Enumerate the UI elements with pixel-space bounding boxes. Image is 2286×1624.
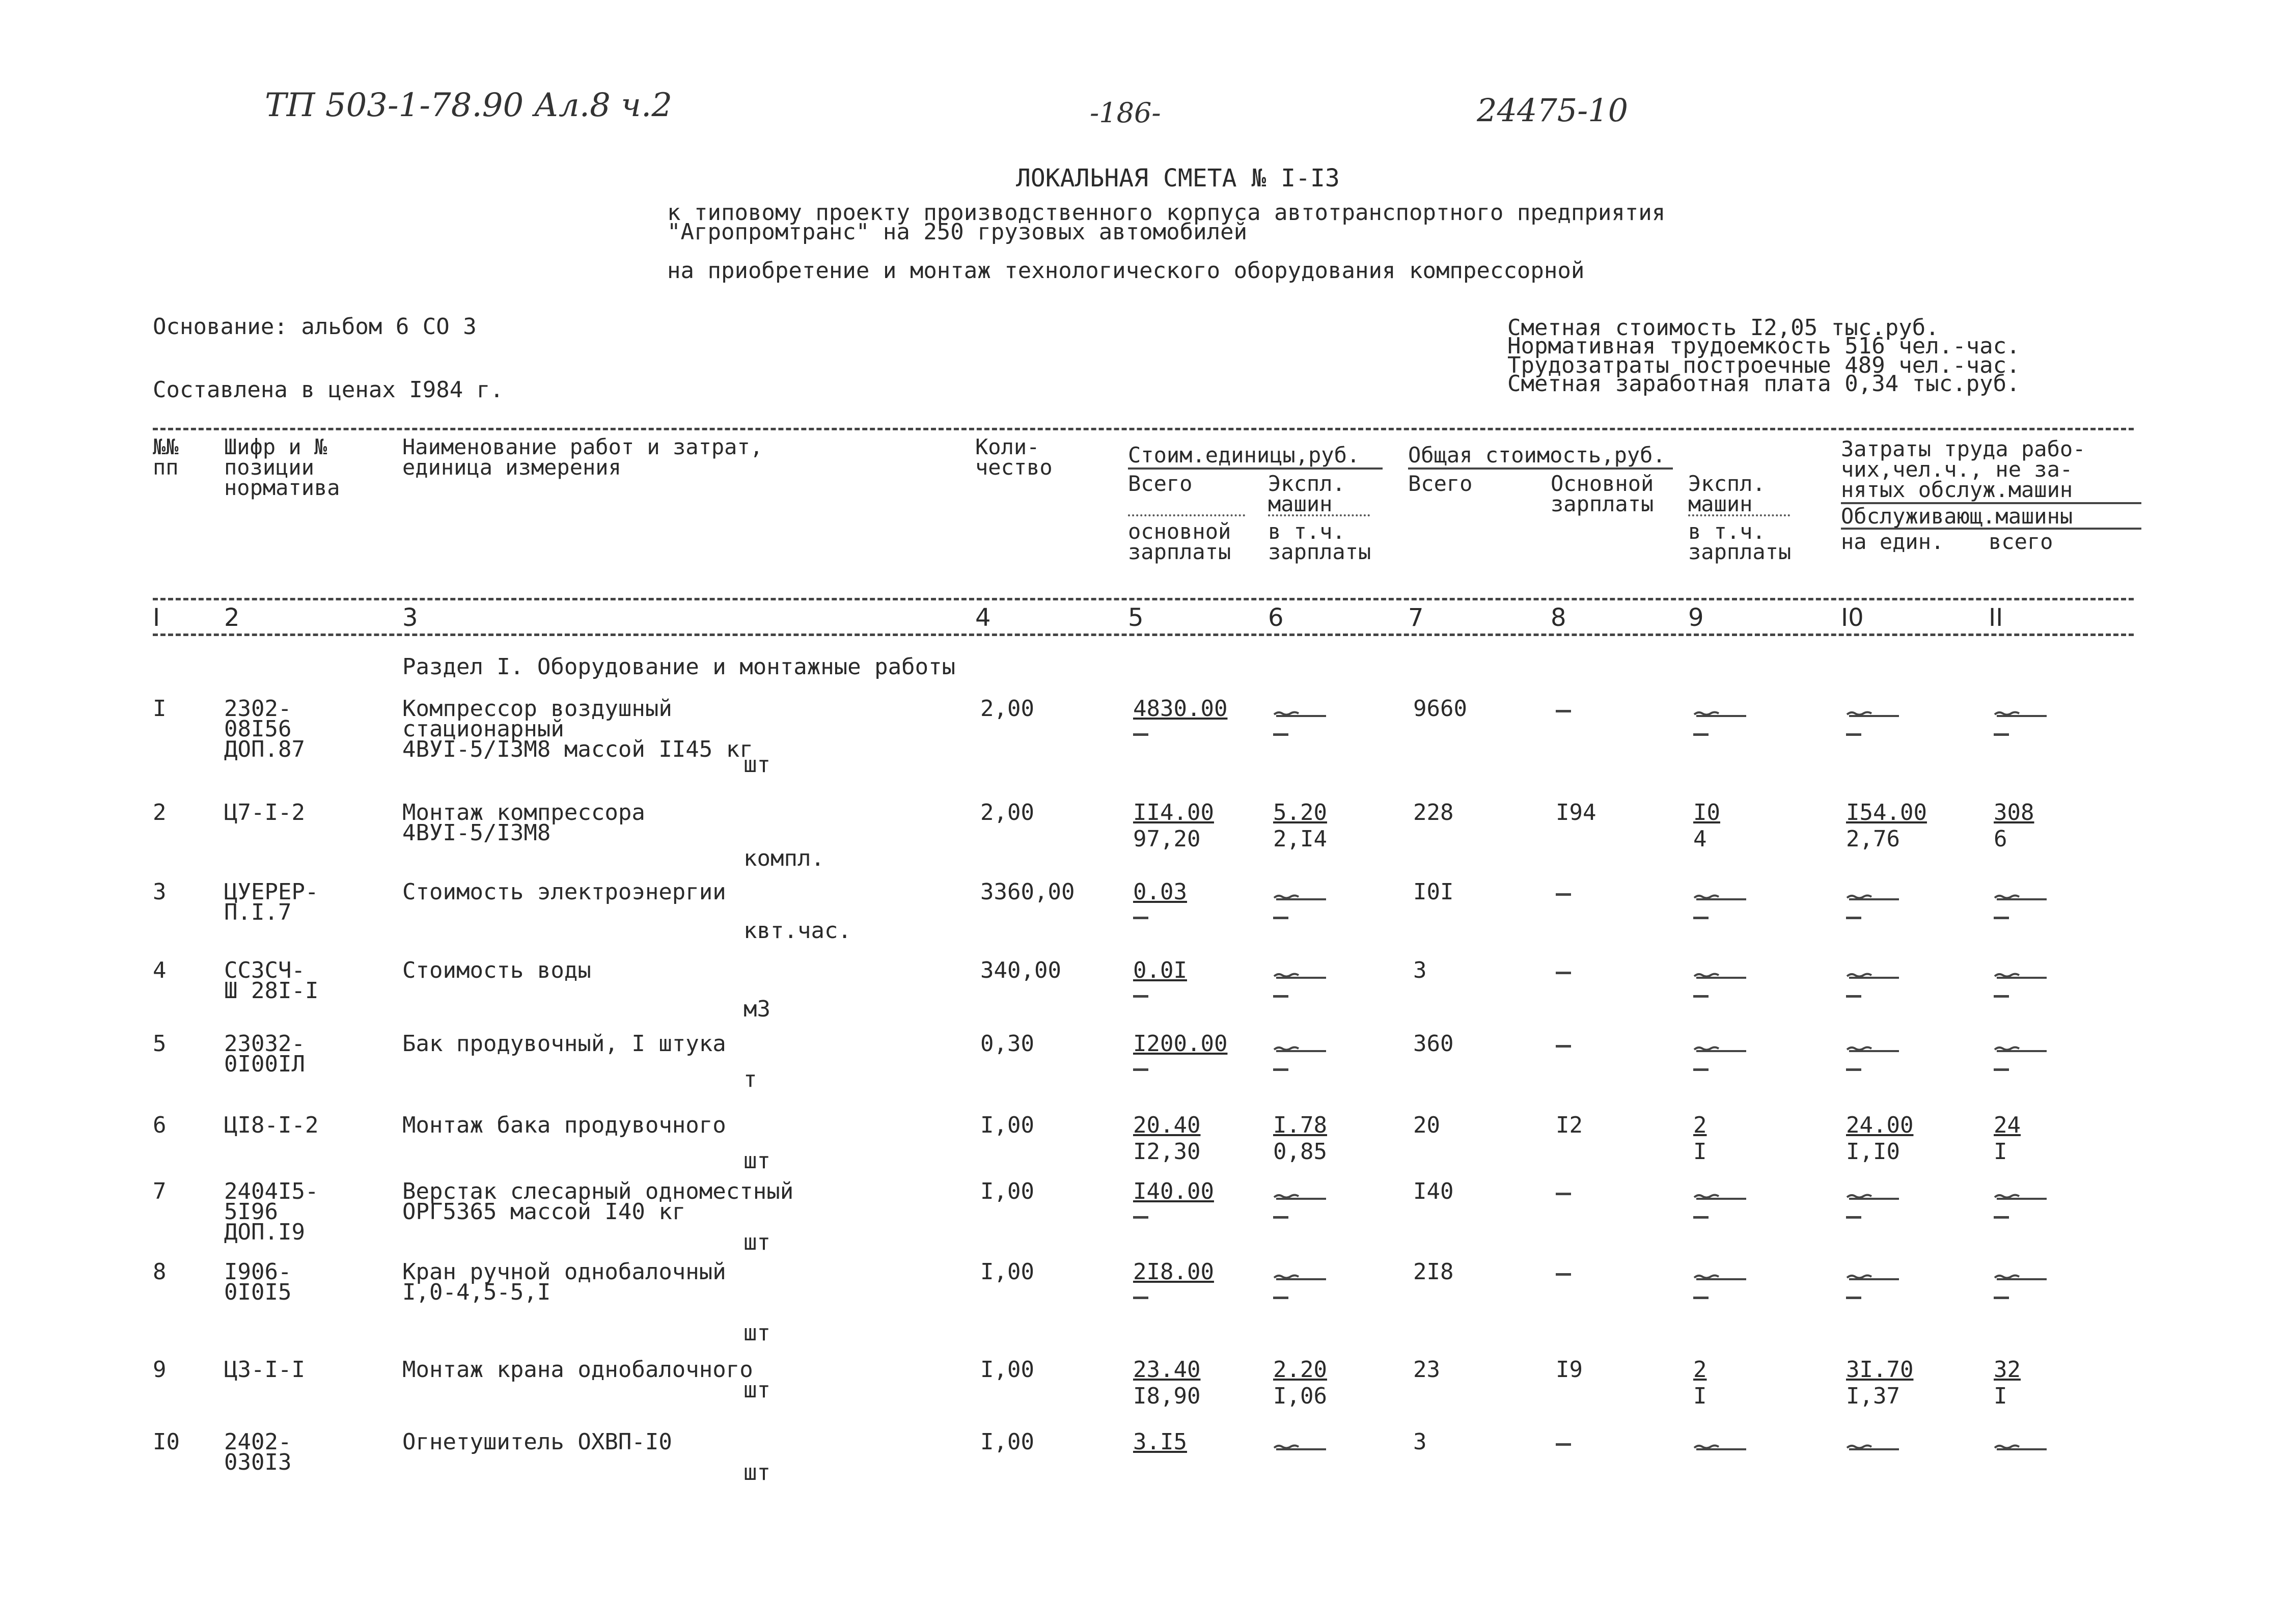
unit-cost-machines-placeholder [1273, 972, 1324, 979]
unit-cost-machines-sub-dash [1273, 1068, 1288, 1071]
labor-per-unit-placeholder [1846, 1443, 1897, 1450]
unit-of-measure: т [743, 1066, 757, 1092]
col-header-name: Наименование работ и затрат, единица измерения [402, 434, 763, 480]
wages-dash [1556, 710, 1571, 712]
row-number: 7 [153, 1178, 167, 1204]
column-numbers-rule [153, 634, 2134, 636]
position-code: Ц3-I-I [224, 1357, 305, 1383]
labor-total: 308 [1994, 800, 2034, 825]
unit-cost-rule [1128, 467, 1383, 470]
machine-cost-sub-dash [1693, 1068, 1709, 1071]
labor-total-placeholder [1994, 1193, 2045, 1200]
subtitle-line-3: на приобретение и монтаж технологического оборудования компрессорной [667, 258, 1585, 284]
row-number: 4 [153, 957, 167, 983]
header-top-rule [153, 428, 2134, 430]
unit-cost-machines-placeholder [1273, 1273, 1324, 1280]
unit-cost-total-sub-dash [1133, 1068, 1148, 1071]
total-cost: 3 [1413, 957, 1427, 983]
wages-dash [1556, 1193, 1571, 1195]
work-name: Кран ручной однобалочный I,0-4,5-5,I [402, 1259, 726, 1305]
col-header-quantity: Коли- чество [975, 434, 1053, 480]
unit-cost-total: I200.00 [1133, 1031, 1228, 1057]
unit-of-measure: шт [743, 1148, 770, 1174]
labor-total-sub: I [1994, 1139, 2007, 1165]
col6-divider [1268, 514, 1370, 516]
column-number: 9 [1688, 603, 1704, 632]
labor-total-sub-dash [1994, 1216, 2009, 1219]
unit-of-measure: шт [743, 1377, 770, 1403]
labor-per-unit-sub: I,I0 [1846, 1139, 1900, 1165]
unit-cost-total: 3.I5 [1133, 1429, 1187, 1455]
labor-total: 24 [1994, 1112, 2021, 1138]
machine-cost-placeholder [1693, 1193, 1744, 1200]
unit-cost-total: 0.03 [1133, 879, 1187, 905]
quantity: 2,00 [980, 800, 1034, 825]
quantity: I,00 [980, 1178, 1034, 1204]
row-number: 2 [153, 800, 167, 825]
labor-per-unit-placeholder [1846, 1193, 1897, 1200]
col-header-8: Основной зарплаты [1551, 471, 1654, 516]
column-number: II [1989, 603, 2003, 632]
quantity: 340,00 [980, 957, 1061, 983]
unit-cost-machines-sub-dash [1273, 1216, 1288, 1219]
col-header-6-bottom: в т.ч. зарплаты [1268, 519, 1371, 564]
unit-cost-total-sub-dash [1133, 995, 1148, 998]
col-header-code: Шифр и № позиции норматива [224, 434, 340, 500]
inventory-number: 24475-10 [1477, 92, 1629, 129]
machine-cost: 2 [1693, 1112, 1707, 1138]
labor-per-unit-sub-dash [1846, 733, 1861, 736]
col-header-9-bottom: в т.ч. зарплаты [1688, 519, 1792, 564]
unit-cost-machines-sub: I,06 [1273, 1383, 1327, 1409]
machine-cost: I0 [1693, 800, 1720, 825]
position-code: 2402- 030I3 [224, 1429, 292, 1475]
position-code: 2302- 08I56 ДОП.87 [224, 696, 305, 762]
total-cost: 20 [1413, 1112, 1440, 1138]
unit-cost-machines: 5.20 [1273, 800, 1327, 825]
unit-cost-total-sub-dash [1133, 917, 1148, 919]
quantity: I,00 [980, 1259, 1034, 1285]
subtitle-line-1: к типовому проекту производственного корпуса автотранспортного предприятия [667, 200, 1666, 226]
machine-cost-placeholder [1693, 972, 1744, 979]
labor-total-sub: I [1994, 1383, 2007, 1409]
unit-cost-machines-sub: 0,85 [1273, 1139, 1327, 1165]
machine-cost-placeholder [1693, 1045, 1744, 1052]
unit-cost-total: 0.0I [1133, 957, 1187, 983]
position-code: ЦI8-I-2 [224, 1112, 319, 1138]
labor-total-placeholder [1994, 1443, 2045, 1450]
machine-cost-placeholder [1693, 710, 1744, 717]
column-number: 6 [1268, 603, 1284, 632]
unit-cost-machines-placeholder [1273, 1193, 1324, 1200]
work-name: Огнетушитель ОХВП-I0 [402, 1429, 672, 1455]
column-number: 8 [1551, 603, 1566, 632]
labor-per-unit-sub-dash [1846, 1297, 1861, 1299]
machine-cost-sub: 4 [1693, 826, 1707, 852]
row-number: I0 [153, 1429, 180, 1455]
work-name: Монтаж бака продувочного [402, 1112, 726, 1138]
page-number: -186- [1090, 97, 1161, 129]
wages-dash [1556, 1443, 1571, 1446]
col-group-total-cost: Общая стоимость,руб. [1408, 443, 1666, 467]
col-header-5-bottom: основной зарплаты [1128, 519, 1231, 564]
machine-cost-placeholder [1693, 1443, 1744, 1450]
labor-total-sub-dash [1994, 917, 2009, 919]
labor-per-unit: I54.00 [1846, 800, 1927, 825]
unit-cost-total-sub-dash [1133, 1297, 1148, 1299]
quantity: 0,30 [980, 1031, 1034, 1057]
wages-dash [1556, 972, 1571, 974]
unit-cost-total-sub-dash [1133, 1216, 1148, 1219]
column-number: 7 [1408, 603, 1424, 632]
position-code: ССЗСЧ- Ш 28I-I [224, 957, 319, 1004]
column-number: I0 [1841, 603, 1864, 632]
unit-cost-machines: I.78 [1273, 1112, 1327, 1138]
row-number: 9 [153, 1357, 167, 1383]
total-cost: 9660 [1413, 696, 1467, 722]
machine-cost-sub-dash [1693, 995, 1709, 998]
unit-of-measure: шт [743, 752, 770, 778]
column-number: 3 [402, 603, 418, 632]
machine-cost: 2 [1693, 1357, 1707, 1383]
labor-total: 32 [1994, 1357, 2021, 1383]
document-title: ЛОКАЛЬНАЯ СМЕТА № I-I3 [1016, 164, 1340, 192]
quantity: I,00 [980, 1429, 1034, 1455]
work-name: Компрессор воздушный стационарный 4ВУI-5/I3М8 массой II45 кг [402, 696, 753, 762]
wages-dash [1556, 1045, 1571, 1048]
position-code: 2404I5- 5I96 ДОП.I9 [224, 1178, 319, 1245]
quantity: 2,00 [980, 696, 1034, 722]
base-wages: I2 [1556, 1112, 1583, 1138]
labor-per-unit-placeholder [1846, 972, 1897, 979]
unit-cost-machines-sub-dash [1273, 917, 1288, 919]
machine-cost-placeholder [1693, 1273, 1744, 1280]
machine-cost-sub: I [1693, 1383, 1707, 1409]
machine-cost-sub-dash [1693, 1216, 1709, 1219]
row-number: 8 [153, 1259, 167, 1285]
unit-cost-machines-sub: 2,I4 [1273, 826, 1327, 852]
work-name: Монтаж крана однобалочного [402, 1357, 753, 1383]
base-wages: I9 [1556, 1357, 1583, 1383]
labor-total-sub-dash [1994, 733, 2009, 736]
unit-cost-machines: 2.20 [1273, 1357, 1327, 1383]
col-group-unit-cost: Стоим.единицы,руб. [1128, 443, 1360, 467]
total-cost: 3 [1413, 1429, 1427, 1455]
col-header-10: на един. [1841, 529, 1944, 554]
summary-cost: Сметная стоимость I2,05 тыс.руб. [1507, 315, 1939, 341]
wages-dash [1556, 893, 1571, 896]
unit-cost-total: I40.00 [1133, 1178, 1214, 1204]
unit-of-measure: компл. [743, 845, 824, 871]
labor-per-unit-placeholder [1846, 710, 1897, 717]
col-header-number: №№ пп [153, 434, 179, 480]
labor-total-placeholder [1994, 710, 2045, 717]
labor-total-sub-dash [1994, 995, 2009, 998]
unit-cost-total: 20.40 [1133, 1112, 1201, 1138]
prices-line: Составлена в ценах I984 г. [153, 377, 504, 403]
unit-cost-machines-placeholder [1273, 1045, 1324, 1052]
unit-of-measure: шт [743, 1460, 770, 1485]
total-cost: I40 [1413, 1178, 1454, 1204]
unit-cost-total-sub: I2,30 [1133, 1139, 1201, 1165]
work-name: Верстак слесарный одноместный ОРГ5365 массой I40 кг [402, 1178, 794, 1225]
wages-dash [1556, 1273, 1571, 1276]
unit-cost-machines-placeholder [1273, 893, 1324, 900]
summary-labor-norm: Нормативная трудоемкость 516 чел.-час. [1507, 333, 2020, 359]
unit-cost-total-sub: 97,20 [1133, 826, 1201, 852]
row-number: I [153, 696, 167, 722]
unit-cost-machines-placeholder [1273, 710, 1324, 717]
labor-per-unit-placeholder [1846, 1273, 1897, 1280]
unit-of-measure: м3 [743, 996, 770, 1022]
work-name: Бак продувочный, I штука [402, 1031, 726, 1057]
header-bottom-rule [153, 598, 2134, 600]
labor-per-unit-sub: 2,76 [1846, 826, 1900, 852]
quantity: I,00 [980, 1112, 1034, 1138]
work-name: Монтаж компрессора 4ВУI-5/I3М8 [402, 800, 645, 846]
row-number: 6 [153, 1112, 167, 1138]
column-number: I [153, 603, 160, 632]
labor-per-unit: 24.00 [1846, 1112, 1914, 1138]
position-code: ЦУЕРЕР- П.I.7 [224, 879, 319, 925]
machine-cost-sub-dash [1693, 917, 1709, 919]
unit-cost-total: II4.00 [1133, 800, 1214, 825]
col-header-11: всего [1989, 529, 2053, 554]
unit-cost-total: 2I8.00 [1133, 1259, 1214, 1285]
quantity: I,00 [980, 1357, 1034, 1383]
machine-cost-placeholder [1693, 893, 1744, 900]
row-number: 5 [153, 1031, 167, 1057]
col-group-labor-sub: Обслуживающ.машины [1841, 504, 2073, 529]
unit-cost-machines-sub-dash [1273, 1297, 1288, 1299]
col5-divider [1128, 514, 1245, 516]
column-number: 4 [975, 603, 991, 632]
col-header-6-top: Экспл. машин [1268, 471, 1345, 516]
base-wages: I94 [1556, 800, 1596, 825]
unit-cost-machines-sub-dash [1273, 995, 1288, 998]
unit-of-measure: шт [743, 1229, 770, 1255]
labor-total-placeholder [1994, 972, 2045, 979]
unit-cost-machines-placeholder [1273, 1443, 1324, 1450]
col-header-9-top: Экспл. машин [1688, 471, 1766, 516]
position-code: 23032- 0I00IЛ [224, 1031, 305, 1077]
machine-cost-sub: I [1693, 1139, 1707, 1165]
work-name: Стоимость воды [402, 957, 591, 983]
unit-of-measure: квт.час. [743, 918, 851, 944]
unit-cost-total: 4830.00 [1133, 696, 1228, 722]
labor-total-placeholder [1994, 1273, 2045, 1280]
labor-per-unit-placeholder [1846, 893, 1897, 900]
total-cost: 2I8 [1413, 1259, 1454, 1285]
column-number: 2 [224, 603, 240, 632]
labor-total-sub-dash [1994, 1297, 2009, 1299]
total-cost: 23 [1413, 1357, 1440, 1383]
labor-total-sub: 6 [1994, 826, 2007, 852]
col-header-5-top: Всего [1128, 471, 1193, 496]
subtitle-line-2: "Агропромтранс" на 250 грузовых автомобилей [667, 219, 1248, 245]
unit-cost-total-sub-dash [1133, 733, 1148, 736]
labor-total-placeholder [1994, 1045, 2045, 1052]
total-cost: 360 [1413, 1031, 1454, 1057]
summary-wages: Сметная заработная плата 0,34 тыс.руб. [1507, 371, 2020, 397]
labor-per-unit-sub-dash [1846, 1068, 1861, 1071]
total-cost-rule [1408, 467, 1673, 470]
summary-labor-build: Трудозатраты построечные 489 чел.-час. [1507, 352, 2020, 378]
row-number: 3 [153, 879, 167, 905]
labor-per-unit-sub-dash [1846, 995, 1861, 998]
total-cost: 228 [1413, 800, 1454, 825]
col9-divider [1688, 514, 1790, 516]
unit-cost-total: 23.40 [1133, 1357, 1201, 1383]
labor-total-placeholder [1994, 893, 2045, 900]
labor-per-unit-sub: I,37 [1846, 1383, 1900, 1409]
labor-per-unit-sub-dash [1846, 1216, 1861, 1219]
machine-cost-sub-dash [1693, 1297, 1709, 1299]
document-code: ТП 503-1-78.90 Ал.8 ч.2 [265, 87, 673, 124]
labor-per-unit-sub-dash [1846, 917, 1861, 919]
position-code: Ц7-I-2 [224, 800, 305, 825]
labor-per-unit: 3I.70 [1846, 1357, 1914, 1383]
unit-of-measure: шт [743, 1320, 770, 1346]
labor-per-unit-placeholder [1846, 1045, 1897, 1052]
position-code: I906- 0I0I5 [224, 1259, 292, 1305]
section-title: Раздел I. Оборудование и монтажные работы [402, 654, 956, 680]
column-number: 5 [1128, 603, 1144, 632]
col-group-labor: Затраты труда рабо- чих,чел.ч., не за- нятых обслуж.машин [1841, 436, 2086, 502]
machine-cost-sub-dash [1693, 733, 1709, 736]
labor-total-sub-dash [1994, 1068, 2009, 1071]
col-header-7: Всего [1408, 471, 1473, 496]
basis-line: Основание: альбом 6 СО 3 [153, 314, 477, 340]
unit-cost-machines-sub-dash [1273, 733, 1288, 736]
work-name: Стоимость электроэнергии [402, 879, 726, 905]
quantity: 3360,00 [980, 879, 1075, 905]
total-cost: I0I [1413, 879, 1454, 905]
unit-cost-total-sub: I8,90 [1133, 1383, 1201, 1409]
